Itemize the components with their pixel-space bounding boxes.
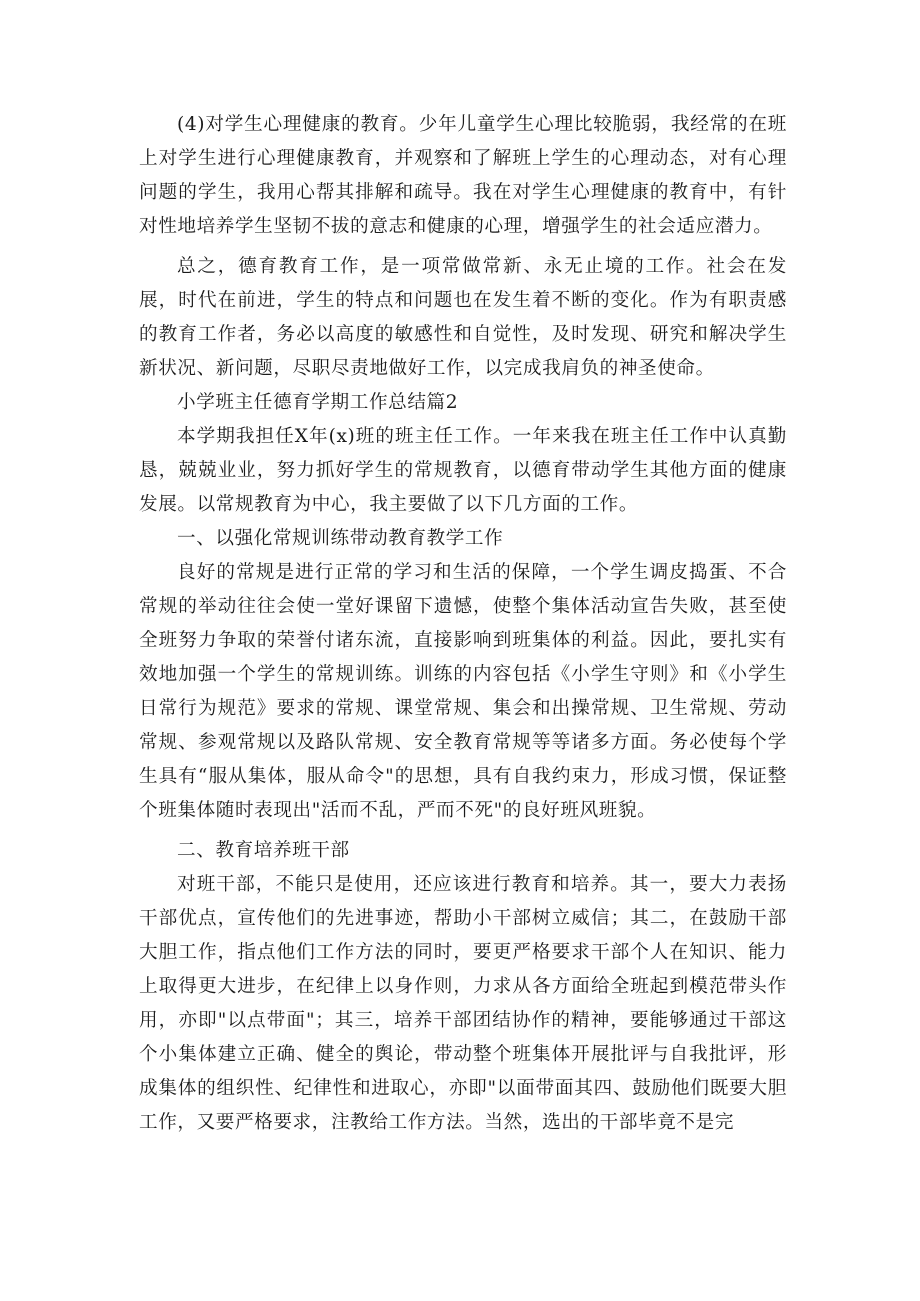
paragraph-intro: 本学期我担任X年(x)班的班主任工作。一年来我在班主任工作中认真勤恳，兢兢业业，努力抓好学生的常规教育，以德育带动学生其他方面的健康发展。以常规教育为中心，我主要做了以下几方面的工作。	[139, 426, 787, 515]
paragraph-routine-training: 良好的常规是进行正常的学习和生活的保障，一个学生调皮捣蛋、不合常规的举动往往会使一堂好课留下遗憾，使整个集体活动宣告失败，甚至使全班努力争取的荣誉付诸东流，直接影响到班集体的利益。因此，要扎实有效地加强一个学生的常规训练。训练的内容包括《小学生守则》和《小学生日常行为规范》要求的常规、课堂常规、集会和出操常规、卫生常规、劳动常规、参观常规以及路队常规、安全教育常规等等诸多方面。务必使每个学生具有“服从集体，服从命令"的思想，具有自我约束力，形成习惯，保证整个班集体随时表现出"活而不乱，严而不死"的良好班风班貌。	[139, 562, 787, 821]
paragraph-psych-health: (4)对学生心理健康的教育。少年儿童学生心理比较脆弱，我经常的在班上对学生进行心理健康教育，并观察和了解班上学生的心理动态，对有心理问题的学生，我用心帮其排解和疏导。我在对学生心理健康的教育中，有针对性地培养学生坚韧不拔的意志和健康的心理，增强学生的社会适应潜力。	[139, 114, 787, 237]
paragraph-conclusion: 总之，德育教育工作，是一项常做常新、永无止境的工作。社会在发展，时代在前进，学生的特点和问题也在发生着不断的变化。作为有职责感的教育工作者，务必以高度的敏感性和自觉性，及时发现、研究和解决学生新状况、新问题，尽职尽责地做好工作，以完成我肩负的神圣使命。	[139, 256, 787, 379]
section-title-part2: 小学班主任德育学期工作总结篇2	[177, 392, 459, 413]
document-body	[139, 108, 787, 1140]
heading-class-cadres: 二、教育培养班干部	[177, 840, 350, 861]
heading-routine-training: 一、以强化常规训练带动教育教学工作	[177, 528, 504, 549]
paragraph-class-cadres: 对班干部，不能只是使用，还应该进行教育和培养。其一，要大力表扬干部优点，宣传他们的先进事迹，帮助小干部树立威信；其二，在鼓励干部大胆工作，指点他们工作方法的同时，要更严格要求干部个人在知识、能力上取得更大进步，在纪律上以身作则，力求从各方面给全班起到模范带头作用，亦即"以点带面"；其三，培养干部团结协作的精神，要能够通过干部这个小集体建立正确、健全的舆论，带动整个班集体开展批评与自我批评，形成集体的组织性、纪律性和进取心，亦即"以面带面其四、鼓励他们既要大胆工作，又要严格要求，注教给工作方法。当然，选出的干部毕竟不是完	[139, 874, 787, 1133]
